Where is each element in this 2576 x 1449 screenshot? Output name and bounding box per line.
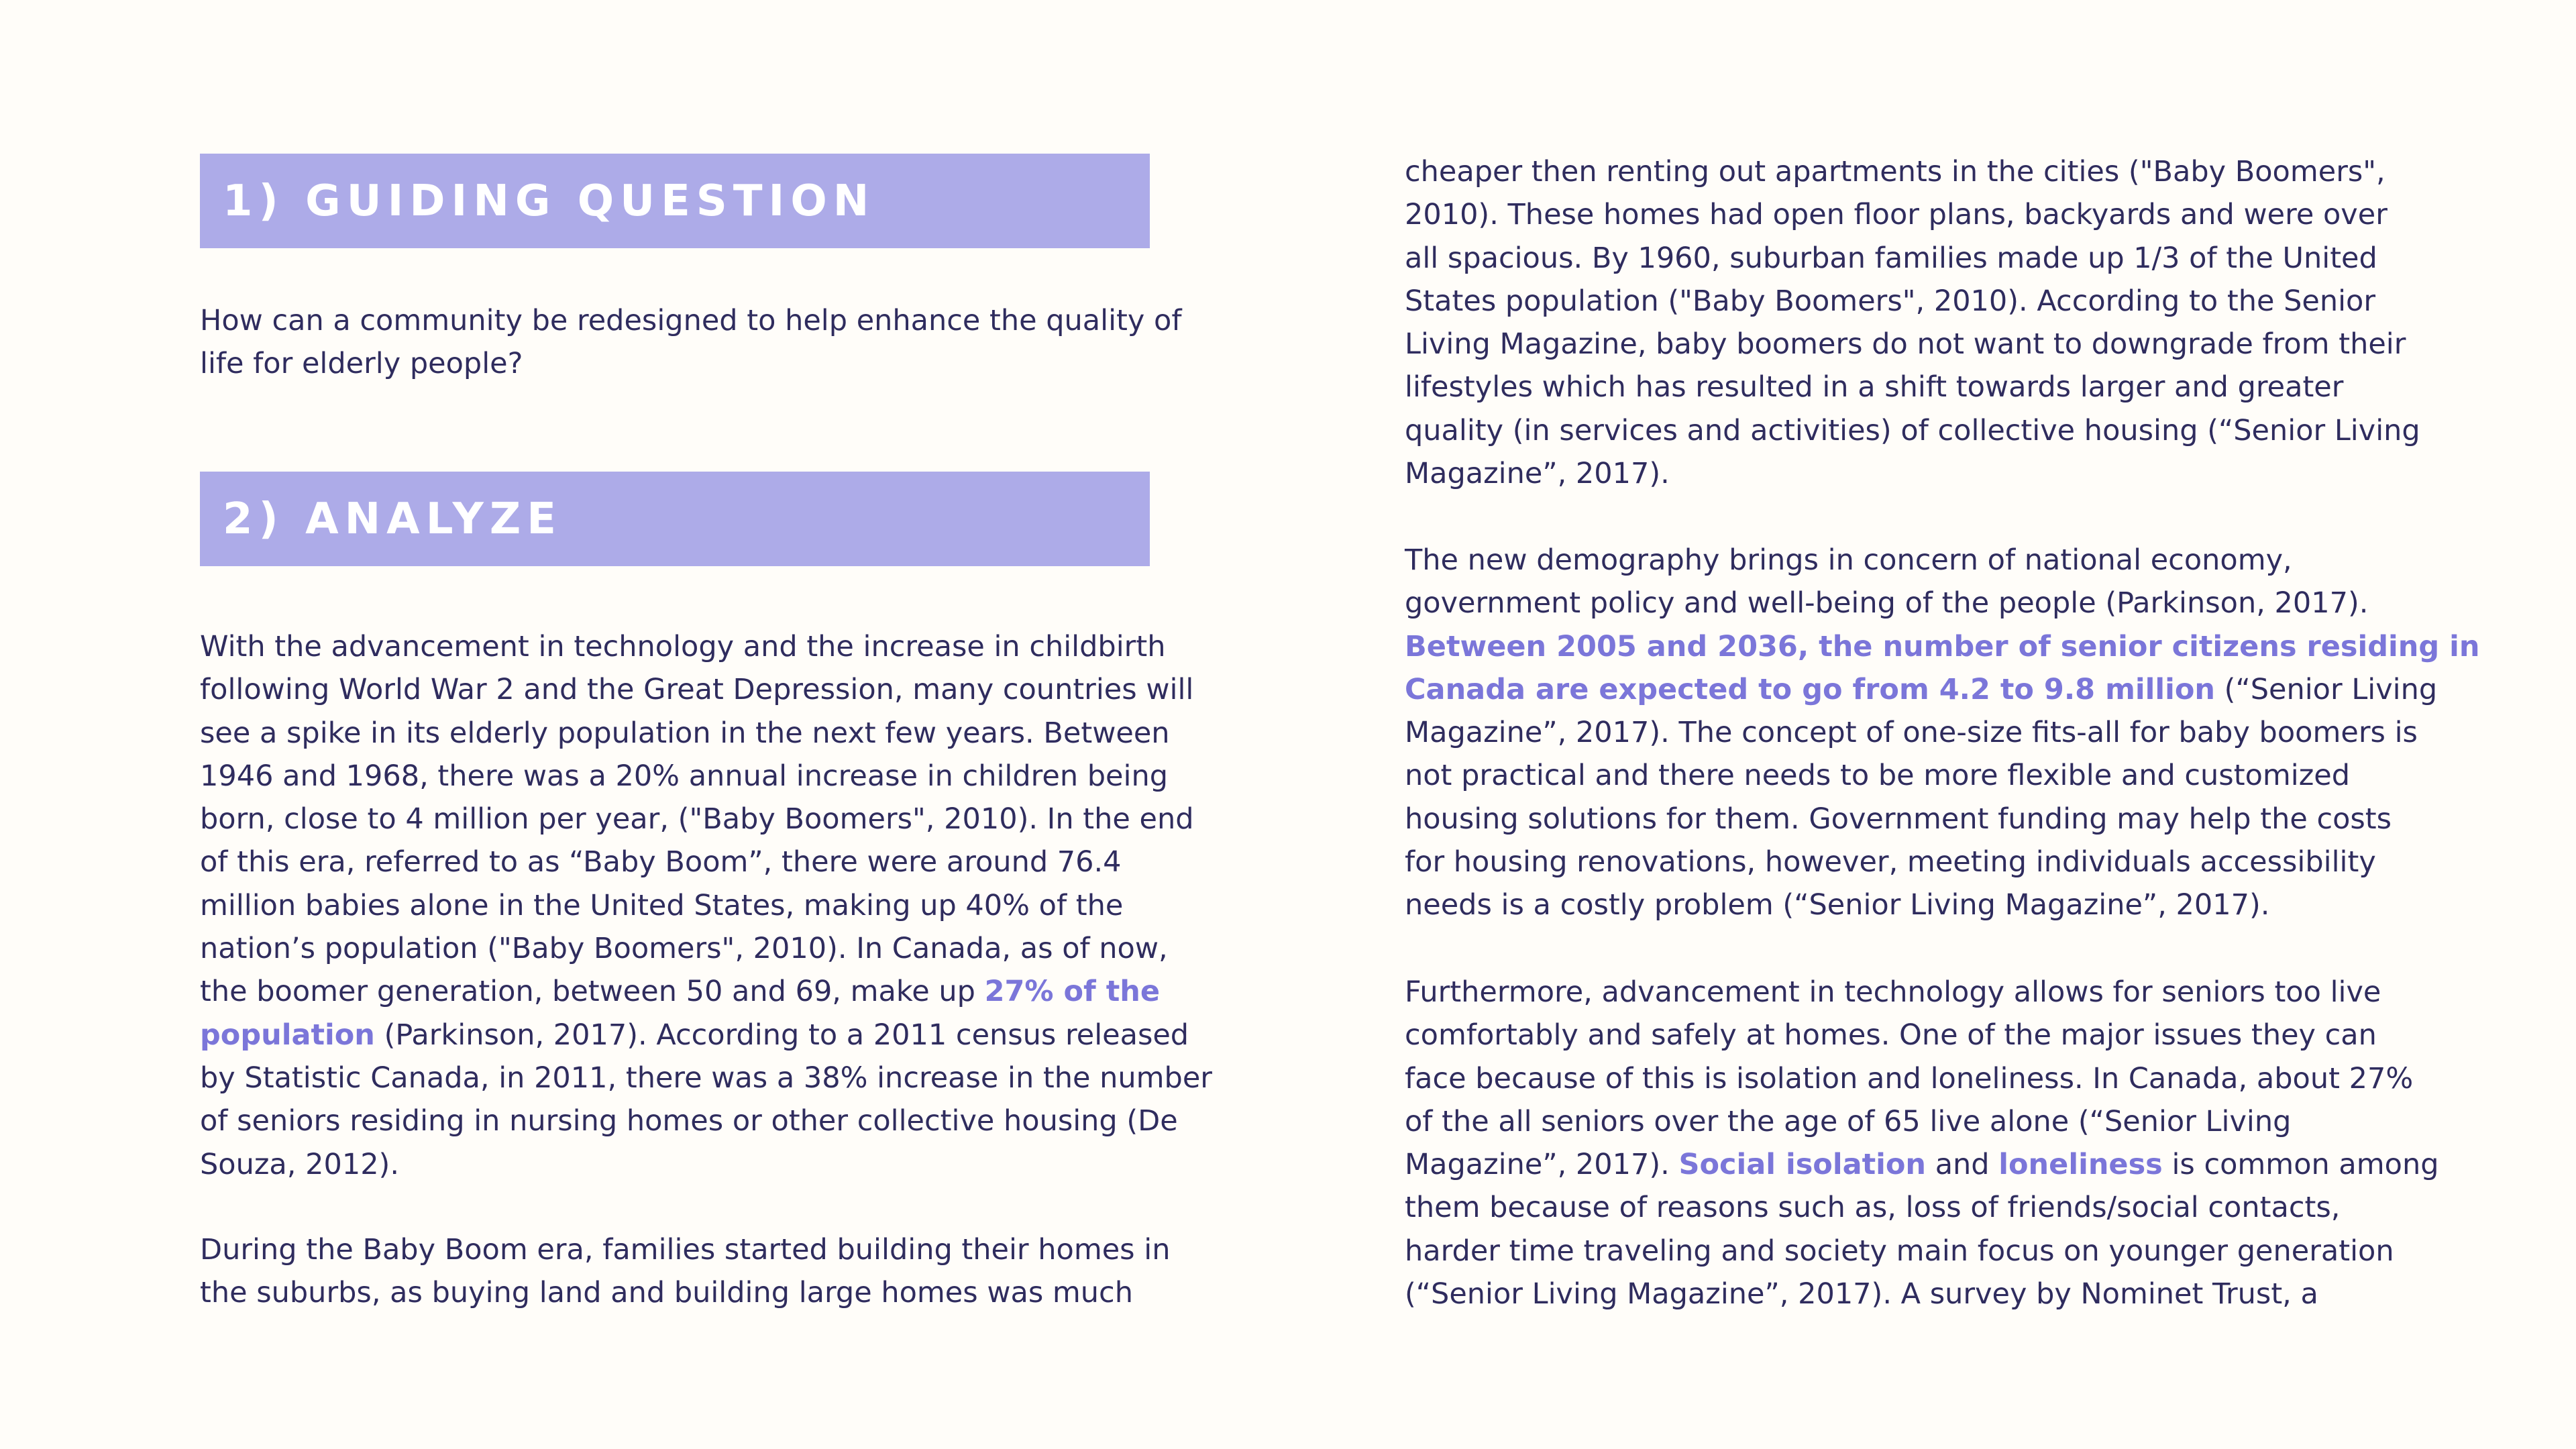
text-line: the suburbs, as buying land and building large homes was much (200, 1276, 1133, 1310)
guiding-line-1: How can a community be redesigned to help enhance the quality of (200, 304, 1182, 337)
highlight-population-word: population (200, 1018, 375, 1052)
text-line: them because of reasons such as, loss of friends/social contacts, (1405, 1191, 2341, 1225)
text-line: Magazine”, 2017). (1405, 457, 1670, 491)
guiding-line-2: life for elderly people? (200, 347, 523, 381)
text-line: born, close to 4 million per year, ("Baby Boomers", 2010). In the end (200, 802, 1194, 837)
text-line: not practical and there needs to be more flexible and customized (1405, 759, 2351, 793)
text-line: Souza, 2012). (200, 1147, 399, 1181)
text-line: housing solutions for them. Government funding may help the costs (1405, 802, 2392, 836)
highlight-social-isolation: Social isolation (1678, 1148, 1927, 1182)
text-line: (Parkinson, 2017). According to a 2011 census released (374, 1018, 1189, 1052)
right-paragraph-3 (1405, 971, 2439, 1316)
text-line: face because of this is isolation and loneliness. In Canada, about 27% (1405, 1061, 2414, 1095)
analyze-banner (200, 472, 1150, 566)
text-line: of the all seniors over the age of 65 live alone (“Senior Living (1405, 1104, 2292, 1138)
text-line: lifestyles which has resulted in a shift towards larger and greater (1405, 370, 2344, 405)
text-line: cheaper then renting out apartments in the cities ("Baby Boomers", (1405, 155, 2385, 189)
text-line: Living Magazine, baby boomers do not want to downgrade from their (1405, 327, 2406, 362)
text-line: following World War 2 and the Great Depression, many countries will (200, 673, 1194, 707)
text-line: During the Baby Boom era, families started building their homes in (200, 1233, 1171, 1267)
text-line: quality (in services and activities) of collective housing (“Senior Living (1405, 413, 2420, 447)
left-paragraph-2 (200, 1228, 1171, 1315)
text-line: of seniors residing in nursing homes or other collective housing (De (200, 1104, 1178, 1138)
text-line: comfortably and safely at homes. One of the major issues they can (1405, 1018, 2377, 1053)
text-line: and (1926, 1148, 1999, 1182)
text-line: needs is a costly problem (“Senior Living Magazine”, 2017). (1405, 888, 2270, 922)
text-line: is common among (2162, 1148, 2439, 1182)
right-paragraph-1 (1405, 150, 2420, 495)
guiding-question-title: 1) GUIDING QUESTION (223, 176, 875, 226)
right-paragraph-2 (1405, 539, 2480, 927)
text-line: The new demography brings in concern of national economy, (1405, 543, 2292, 577)
text-line: million babies alone in the United States, making up 40% of the (200, 888, 1124, 922)
text-line: Magazine”, 2017). The concept of one-size fits-all for baby boomers is (1405, 716, 2418, 750)
analyze-title: 2) ANALYZE (223, 494, 562, 544)
highlight-population-percent: 27% of the (984, 975, 1161, 1009)
text-line: government policy and well-being of the people (Parkinson, 2017). (1405, 586, 2369, 621)
text-line: nation’s population ("Baby Boomers", 2010). In Canada, as of now, (200, 932, 1168, 966)
text-line: the boomer generation, between 50 and 69, make up (200, 975, 985, 1009)
text-line: all spacious. By 1960, suburban families made up 1/3 of the United (1405, 241, 2377, 275)
guiding-question-banner (200, 154, 1150, 248)
text-line: Furthermore, advancement in technology allows for seniors too live (1405, 975, 2381, 1009)
text-line: States population ("Baby Boomers", 2010). According to the Senior (1405, 284, 2376, 318)
text-line: (“Senior Living (2215, 672, 2438, 706)
highlight-loneliness: loneliness (1998, 1148, 2163, 1182)
text-line: Magazine”, 2017). (1405, 1148, 1679, 1182)
text-line: With the advancement in technology and the increase in childbirth (200, 630, 1166, 663)
left-paragraph-1 (200, 625, 1212, 1186)
text-line: (“Senior Living Magazine”, 2017). A survey by Nominet Trust, a (1405, 1277, 2318, 1311)
text-line: for housing renovations, however, meeting individuals accessibility (1405, 845, 2376, 879)
text-line: harder time traveling and society main focus on younger generation (1405, 1234, 2394, 1268)
highlight-senior-citizens-count: Canada are expected to go from 4.2 to 9.8 million (1405, 672, 2215, 706)
text-line: 2010). These homes had open floor plans, backyards and were over (1405, 198, 2387, 232)
text-line: see a spike in its elderly population in the next few years. Between (200, 716, 1170, 750)
guiding-question-text (200, 299, 1182, 386)
text-line: of this era, referred to as “Baby Boom”, there were around 76.4 (200, 845, 1122, 879)
text-line: by Statistic Canada, in 2011, there was a 38% increase in the number (200, 1061, 1212, 1095)
text-line: 1946 and 1968, there was a 20% annual increase in children being (200, 759, 1168, 793)
highlight-senior-citizens: Between 2005 and 2036, the number of senior citizens residing in (1405, 629, 2480, 663)
